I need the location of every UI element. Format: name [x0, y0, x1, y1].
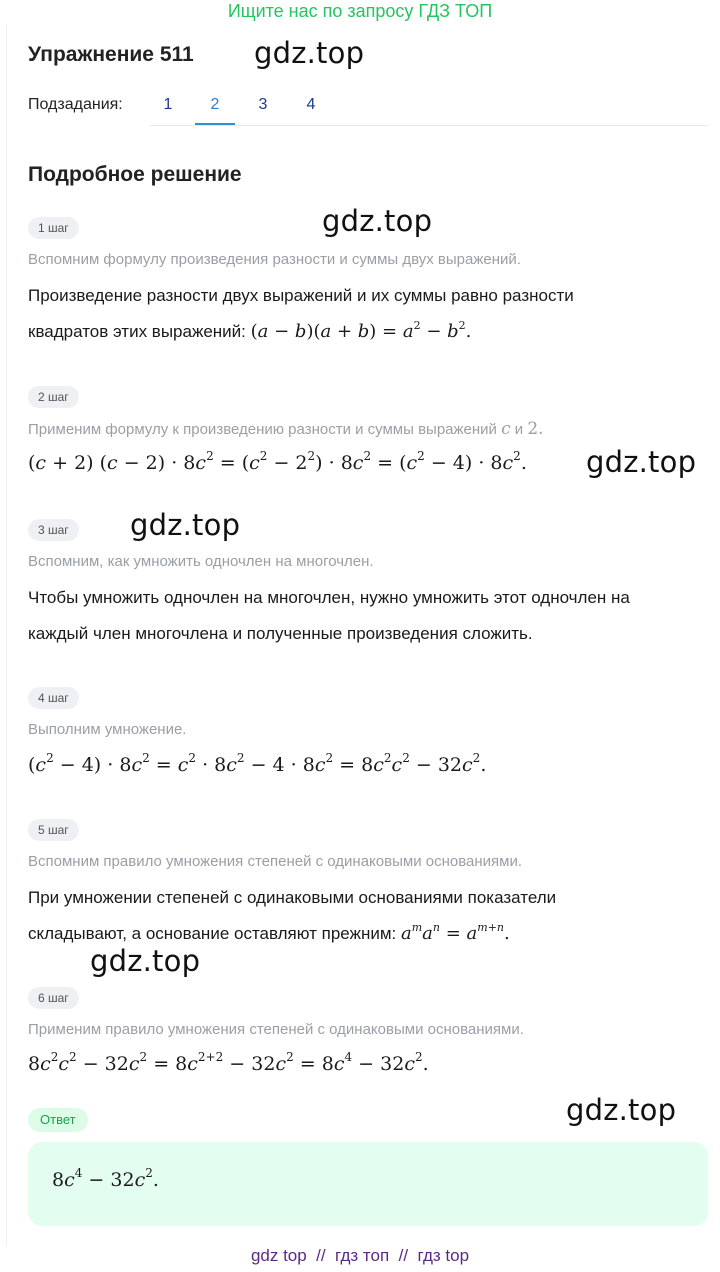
watermark: gdz.top [254, 36, 365, 70]
step-hint: Применим правило умножения степеней с одинаковыми основаниями. [28, 1021, 524, 1038]
answer-formula: $8c^4 - 32c^2$. [52, 1166, 159, 1191]
active-tab-indicator [195, 123, 235, 125]
step-hint: Вспомним, как умножить одночлен на многочлен. [28, 553, 374, 570]
answer-badge: Ответ [28, 1108, 88, 1132]
step-badge: 2 шаг [28, 386, 79, 408]
step-badge: 6 шаг [28, 987, 79, 1009]
step-badge: 5 шаг [28, 819, 79, 841]
top-banner: Ищите нас по запросу ГДЗ ТОП [227, 1, 493, 21]
step-text: При умножении степеней с одинаковыми основаниями показатели [28, 888, 557, 907]
formula: $(a - b)(a + b) = a^2 - b^2$. [250, 319, 472, 342]
step-hint-part: и [514, 421, 524, 438]
formula: $8c^2c^2 - 32c^2 = 8c^{2+2} - 32c^2 = 8c^4 - 32c^2$. [28, 1050, 429, 1075]
step-hint [28, 419, 544, 439]
step-hint: Выполним умножение. [28, 721, 187, 738]
subtasks-label: Подзадания: [28, 96, 123, 113]
step-badge: 3 шаг [28, 519, 79, 541]
watermark: gdz.top [130, 508, 241, 542]
tabs-divider [150, 125, 708, 126]
watermark: gdz.top [322, 204, 433, 238]
formula: $a^ma^n = a^{m+n}$. [400, 921, 510, 944]
footer-links[interactable]: gdz top // гдз топ // гдз top [250, 1246, 470, 1265]
watermark: gdz.top [586, 445, 697, 479]
formula: $(c^2 - 4) \cdot 8c^2 = c^2 \cdot 8c^2 - 4 \cdot 8c^2 = 8c^2c^2 - 32c^2$. [28, 751, 487, 776]
formula: (c + 2) $(c - 2) \cdot 8c^2 = (c^2 - 2^2) \cdot 8c^2 = (c^2 - 4) \cdot 8c^2$. [28, 449, 527, 474]
step-hint: Вспомним формулу произведения разности и суммы двух выражений. [28, 251, 521, 268]
watermark: gdz.top [90, 944, 201, 978]
exercise-title: Упражнение 511 [28, 43, 194, 66]
tab-subtask-3[interactable]: 3 [258, 96, 268, 113]
step-text: Произведение разности двух выражений и их суммы равно разности [28, 286, 574, 305]
step-hint: Вспомним правило умножения степеней с одинаковыми основаниями. [28, 853, 522, 870]
step-text: каждый член многочлена и полученные произведения сложить. [28, 624, 533, 643]
watermark: gdz.top [566, 1093, 677, 1127]
tab-subtask-1[interactable]: 1 [163, 96, 173, 113]
step-hint-part: c [501, 419, 511, 439]
step-text-part: складывают, а основание оставляют прежним: [28, 924, 397, 943]
step-text [28, 314, 471, 350]
step-badge: 1 шаг [28, 217, 79, 239]
section-title: Подробное решение [28, 163, 242, 186]
step-badge: 4 шаг [28, 687, 79, 709]
step-text-part: квадратов этих выражений: [28, 322, 246, 341]
step-hint-part: Применим формулу к произведению разности и суммы выражений [28, 421, 497, 438]
tab-subtask-2[interactable]: 2 [210, 96, 220, 113]
tab-subtask-4[interactable]: 4 [306, 96, 316, 113]
step-hint-part: 2. [527, 419, 544, 439]
step-text: Чтобы умножить одночлен на многочлен, нужно умножить этот одночлен на [28, 588, 630, 607]
